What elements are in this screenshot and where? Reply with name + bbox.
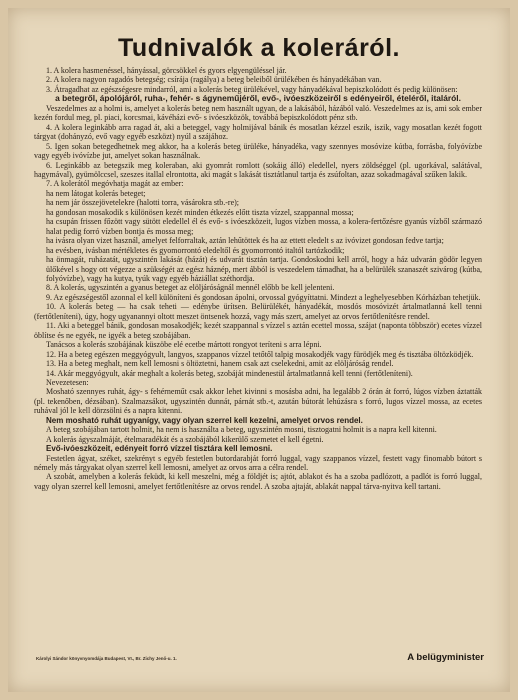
paragraph: Evő-ivóeszközeit, edényeit forró vízzel tisztára kell lemosni. (46, 444, 273, 454)
paragraph: A kolerás ágyszalmáját, ételmaradékát és a szobájából kikerülő szemetet el kell égetni. (46, 434, 324, 444)
paragraph: ha gondosan mosakodik s különösen kezét minden étkezés előtt tiszta vízzel, szappannal mossa; (46, 207, 354, 217)
printer-imprint: Károlyi Sándor könyvnyomdája Budapest, VI., Br. Zichy Jenő-u. 1. (36, 656, 177, 661)
paragraph: Mosható szennyes ruhát, ágy- s fehérneműt csak akkor lehet kivinni s mosásba adni, ha legalább 2 órán át forró, lúgos vízben áztatták (pl. tekenőben, dézsában). Szalmazsákot, ugyszintén dunnát, párnát stb.-t, azután bútorát lehúzásra s forró, lugos vízzel mossa, az ecetes ruhával jól le kell dörzsölni és a napra kitenni. (34, 387, 482, 416)
paragraph: 12. Ha a beteg egészen meggyógyult, langyos, szappanos vízzel tetőtől talpig mosakodjék vagy fürödjék meg és tisztába öltözködjék. (46, 349, 474, 359)
paragraph: Nevezetesen: (46, 377, 89, 387)
paragraph: 5. Igen sokan betegedhetnek meg akkor, ha a kolerás beteg ürüléke, hányadéka, vagy szennyes mosóvize kútba, forrásba, folyóvízbe vagy egyéb ivóvízbe jut, amelyet sokan használnak. (34, 141, 482, 161)
paragraph: 2. A kolera nagyon ragadós betegség; csírája (ragálya) a beteg beleiből ürülékében és hányadékában van. (46, 75, 382, 85)
issuing-authority: A belügyminister (407, 652, 484, 663)
paragraph: 11. Aki a beteggel bánik, gondosan mosakodjék; kezét szappannal s vízzel s aztán ecettel mossa, szájat (naponta többször) ecetes vízzel öblítse és ne egyék, ne igyék a beteg szobájában. (34, 321, 482, 340)
paragraph: 8. A kolerás, ugyszintén a gyanus beteget az elöljáróságnál mennél előbb be kell jelenteni. (46, 283, 335, 293)
paragraph: 3. Átragadhat az egészségesre mindarról, ami a kolerás beteg ürülékével, vagy hányadékával bepiszkolódott és pedig különösen: (46, 84, 458, 94)
paragraph: ha nem jár összejövetelekre (halotti torra, vásárokra stb.-re); (46, 198, 240, 208)
paragraph: 7. A kolerától megóvhatja magát az ember: (46, 179, 184, 189)
paragraph: A szobát, amelyben a kolerás feküdt, ki kell meszelni, még a földjét is; ajtót, ablakot és ha a szoba padlózott, a padlót is forró luggal, vagy olyan szerrel kell lemosni, amelyet fertőtlenítésre az orvos rendel. A szoba ajtaját, ablakát nappal tárva-nyitva kell tartani. (34, 472, 482, 491)
paragraph: 6. Leginkább az betegszik meg koleraban, aki gyomrát romlott (sokáig álló) eledellel, nyers zöldséggel (pl. ugorkával, salátával, hagymával), gyümölccsel, szeszes itallal elrontotta, aki magát s lakását tisztátlanul tartja és zsúfoltan, azaz sokadmagával szűken lakik. (34, 160, 482, 179)
paragraph: 14. Akár meggyógyult, akár meghalt a kolerás beteg, szobáját mindenestül ártalmatlanná kell tenni (fertőtleníteni). (46, 368, 413, 378)
poster-title: Tudnivalók a koleráról. (118, 34, 400, 62)
paragraph: ha ivásra olyan vizet használ, amelyet felforraltak, aztán lehűtöttek és ha az ettett eledelt s az ivóvizet gondosan fedve tartja; (46, 236, 444, 246)
poster-sheet (8, 8, 510, 692)
poster-body (34, 66, 482, 656)
paragraph: Veszedelmes az a holmi is, amelyet a kolerás beteg nem használt ugyan, de a lakásából, házából való. Veszedelmes az is, ami sok ember kezén fordul meg, pl. piaci, korcsmai, kávéházi evő- s ivóeszközök, továbbá bepiszkolódott pénz stb. (34, 103, 482, 123)
paragraph: ha csupán frissen főzött vagy sütött eledellel él és evő- s ivóeszközeit, lugos vízben mossa, a kolera-fertőzésre gyanús vízből származó halat pedig forró vízben bontja és mossa meg; (46, 217, 482, 236)
paragraph: 10. A kolerás beteg — ha csak teheti — edénybe ürítsen. Belürülékét, hányadékát, mosdós mosóvizét ártalmatlanná kell tenni (fertőtleníteni), úgy, hogy ugyanannyi oltott meszet öntsenek hozzá, vagy más szert, amelyet az orvos fertőtlenítésre rendel. (34, 302, 482, 321)
paragraph: A beteg szobájában tartott holmit, ha nem is használta a beteg, ugyszintén mosni, tisztogatni holmit is a napra kell kitenni. (46, 425, 437, 435)
paragraph: 9. Az egészségestől azonnal el kell különíteni és gondosan ápolni, orvossal gyógyíttatni. Mindezt a leghelyesebben Kórházban tehetjük. (46, 292, 481, 302)
paragraph: Festetlen ágyat, széket, szekrényt s egyéb festetlen butordarabját forró luggal, vagy szappanos vízzel, festett vagy finomabb bútort s némely más tárgyakat olyan szerrel kell lemosni, amelyet az orvos arra a célra rendel. (34, 453, 482, 473)
paragraph: 1. A kolera hasmenéssel, hányással, görcsökkel és gyors elgyengüléssel jár. (46, 66, 287, 75)
paragraph: 4. A kolera leginkább arra ragad át, aki a beteggel, vagy holmijával bánik és mosatlan kézzel eszik, iszik, vagy mosatlan kezét fogott tárgyat (dohányzó, evő vagy egyéb eszközt) nyúl a szájához. (34, 122, 482, 142)
paragraph: Tanácsos a kolerás szobájának küszöbe elé ecetbe mártott rongyot teríteni s arra lépni. (46, 340, 322, 350)
paragraph: 13. Ha a beteg meghalt, nem kell lemosni s öltöztetni, hanem csak azt cselekedni, amit az elöljáróság rendel. (46, 359, 394, 369)
paragraph: ha önmagát, ruházatát, ugyszintén lakását (házát) és udvarát tisztán tartja. Gondoskodni kell arról, hogy a ház udvarán gödör legyen ülőkével s hogy ott végezze a szükségét az egész háznép, mert ábból is veszedelem támadhat, ha a belürülék szanaszét szivárog (kútba, folyóvízbe), vagy ha kutya, tyúk vagy egyéb háziállat széthordja. (46, 255, 482, 283)
paragraph: ha nem látogat kolerás beteget; (46, 188, 146, 198)
paragraph: a betegről, ápolójáról, ruha-, fehér- s ágyneműjéről, evő-, ivóeszközeiről s edényeiről, ételéről, italáról. (55, 93, 461, 104)
paragraph: Nem mosható ruhát ugyanígy, vagy olyan szerrel kell kezelni, amelyet orvos rendel. (46, 415, 363, 425)
paragraph: ha evésben, ivásban mértékletes és gyomorrontó eledeltől és gyomorrontó italtól tartózkodik; (46, 245, 345, 255)
